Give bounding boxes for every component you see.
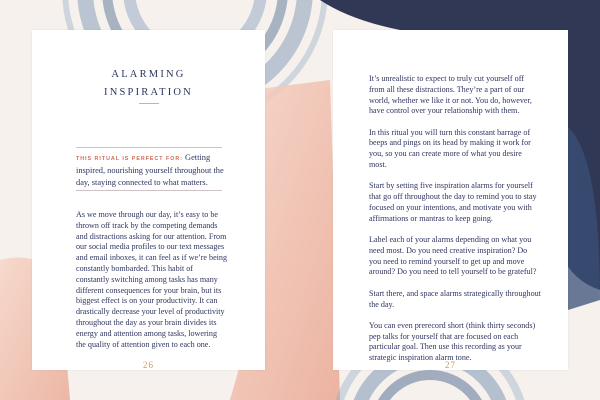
right-paragraph: It’s unrealistic to expect to truly cut yourself off from all these distractions. They’re a part of our world, whether we like it or not. You do, however, have control over your relationship with them. [369, 74, 532, 116]
right-paragraph: You can even prerecord short (think thirty seconds) pep talks for yourself that are focused on each particular goal. Then use this recording as your strategic inspiration alarm tone. [369, 320, 536, 363]
right-paragraph: Label each of your alarms depending on what you need most. Do you need creative inspiration? Do you need to remind yourself to get up and move around? Do you need to tell yourself to be grateful? [369, 235, 537, 277]
right-paragraph: Start by setting five inspiration alarms for yourself that go off throughout the day to remind you to stay focused on your intentions, and motivate you with affirmations or mantras to keep going. [369, 181, 537, 223]
right-body-text [369, 74, 541, 375]
title-line-2: INSPIRATION [104, 87, 193, 98]
title-divider [139, 103, 159, 104]
right-paragraph: In this ritual you will turn this constant barrage of beeps and pings on its head by making it work for you, so you can create more of what you desire most. [369, 127, 531, 170]
page-number-right: 27 [445, 360, 456, 370]
perfect-for-label: THIS RITUAL IS PERFECT FOR: [76, 156, 183, 162]
left-body-text [76, 210, 228, 361]
perfect-for-text: Getting inspired, nourishing yourself throughout the day, staying connected to what matters. [76, 153, 224, 187]
perfect-for-block [76, 152, 230, 189]
page-number-left: 26 [143, 360, 154, 370]
perfect-for-top-rule [76, 147, 222, 148]
ritual-title [32, 66, 265, 102]
left-paragraph: As we move through our day, it’s easy to be thrown off track by the competing demands and distractions asking for our attention. From our social media profiles to our text messages and email inboxes, it can feel as if we’re being constantly bombarded. This habit of constantly switching among tasks has many different consequences for your brain, but its biggest effect is on your productivity. It can drastically decrease your level of productivity throughout the day as your brain divides its energy and attention among tasks, lowering the quality of attention given to each one. [76, 210, 228, 349]
right-page [333, 30, 568, 370]
left-page [32, 30, 265, 370]
title-line-1: ALARMING [111, 69, 186, 80]
right-paragraph: Start there, and space alarms strategically throughout the day. [369, 288, 541, 309]
perfect-for-bottom-rule [76, 190, 222, 191]
